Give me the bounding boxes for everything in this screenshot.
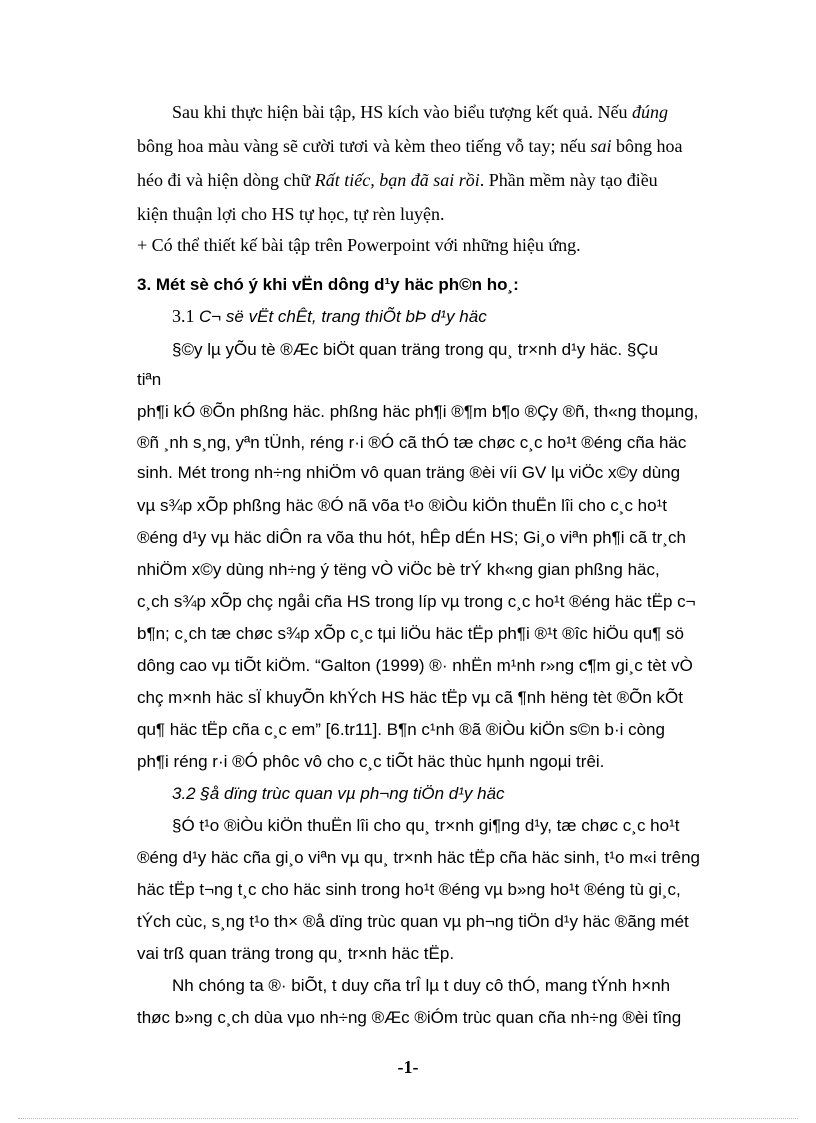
para1-line-2: [137, 134, 682, 158]
para31-line-7: ®éng d¹y vµ häc diÔn ra võa thu hót, hÊp dÉn HS; Gi¸o viªn ph¶i cã tr¸ch: [137, 528, 686, 547]
subsection-number: 3.1: [172, 306, 199, 326]
para31-line-2: tiªn: [137, 370, 162, 389]
para31-line-10: b¶n; c¸ch tæ chøc s¾p xÕp c¸c tµi liÖu häc tËp ph¶i ®¹t ®îc hiÖu qu¶ sö: [137, 624, 684, 643]
section-3-heading: 3. Mét sè chó ý khi vËn dông d¹y häc ph©n ho¸:: [137, 275, 519, 294]
para31-line-14: ph¶i réng r·i ®Ó phôc vô cho c¸c tiÕt häc thùc hµnh ngoµi trêi.: [137, 752, 605, 771]
para32-line-5: vai trß quan träng trong qu¸ tr×nh häc tËp.: [137, 944, 455, 963]
emphasis-dung: đúng: [631, 102, 668, 122]
para32-line-4: tÝch cùc, s¸ng t¹o th× ®å dïng trùc quan vµ ph¬ng tiÖn d¹y häc ®ãng mét: [137, 912, 689, 931]
para31-line-3: ph¶i kÓ ®Õn phßng häc. phßng häc ph¶i ®¶m b¶o ®Çy ®ñ, th«ng thoµng,: [137, 402, 699, 421]
subsection-3-2-heading: 3.2 §å dïng trùc quan vµ ph¬ng tiÖn d¹y häc: [172, 784, 505, 803]
page-number: -1-: [397, 1057, 419, 1077]
para1-line-1: [172, 100, 668, 124]
para31-line-11: dông cao vµ tiÕt kiÖm. “Galton (1999) ®· nhËn m¹nh r»ng c¶m gi¸c tèt vÒ: [137, 656, 693, 675]
text: héo đi và hiện dòng chữ: [137, 170, 315, 190]
para33-line-2: thøc b»ng c¸ch dùa vµo nh÷ng ®Æc ®iÓm trùc quan cña nh÷ng ®èi tîng: [137, 1008, 682, 1027]
para33-line-1: Nh chóng ta ®· biÕt, t duy cña trÎ lµ t duy cô thÓ, mang tÝnh h×nh: [172, 976, 671, 995]
para32-line-1: §Ó t¹o ®iÒu kiÖn thuËn lîi cho qu¸ tr×nh gi¶ng d¹y, tæ chøc c¸c ho¹t: [172, 816, 680, 835]
subsection-3-1-heading: [172, 304, 487, 329]
para1-line-4: kiện thuận lợi cho HS tự học, tự rèn luyện.: [137, 204, 445, 224]
para31-line-1: §©y lµ yÕu tè ®Æc biÖt quan träng trong qu¸ tr×nh d¹y häc. §Çu: [172, 340, 659, 359]
subsection-title: C¬ së vËt chÊt, trang thiÕt bÞ d¹y häc: [199, 307, 487, 326]
para31-line-13: qu¶ häc tËp cña c¸c em” [6.tr11]. B¶n c¹nh ®ã ®iÒu kiÖn s©n b·i còng: [137, 720, 665, 739]
page-bottom-divider: [18, 1118, 798, 1119]
para31-line-12: chç m×nh häc sÏ khuyÕn khÝch HS häc tËp vµ cã ¶nh hëng tèt ®Õn kÕt: [137, 688, 683, 707]
emphasis-rat-tiec: Rất tiếc, bạn đã sai rồi: [314, 170, 480, 190]
emphasis-sai: sai: [590, 136, 612, 156]
para1-line-3: [137, 168, 658, 192]
text: Sau khi thực hiện bài tập, HS kích vào biểu tượng kết quả. Nếu: [172, 102, 632, 122]
para32-line-3: häc tËp t¬ng t¸c cho häc sinh trong ho¹t ®éng vµ b»ng ho¹t ®éng tù gi¸c,: [137, 880, 681, 899]
para32-line-2: ®éng d¹y häc cña gi¸o viªn vµ qu¸ tr×nh häc tËp cña häc sinh, t¹o m«i trêng: [137, 848, 700, 867]
para1-line-5: + Có thể thiết kế bài tập trên Powerpoint với những hiệu ứng.: [137, 235, 581, 255]
para31-line-4: ®ñ ¸nh s¸ng, yªn tÜnh, réng r·i ®Ó cã thÓ tæ chøc c¸c ho¹t ®éng cña häc: [137, 433, 687, 452]
text: . Phần mềm này tạo điều: [479, 170, 658, 190]
text: bông hoa: [611, 136, 683, 156]
para31-line-8: nhiÖm x©y dùng nh÷ng ý tëng vÒ viÖc bè trÝ kh«ng gian phßng häc,: [137, 560, 660, 579]
para31-line-5: sinh. Mét trong nh÷ng nhiÖm vô quan träng ®èi víi GV lµ viÖc x©y dùng: [137, 463, 681, 482]
para31-line-9: c¸ch s¾p xÕp chç ngåi cña HS trong líp vµ trong c¸c ho¹t ®éng häc tËp c¬: [137, 592, 696, 611]
para31-line-6: vµ s¾p xÕp phßng häc ®Ó nã võa t¹o ®iÒu kiÖn thuËn lîi cho c¸c ho¹t: [137, 496, 667, 515]
text: bông hoa màu vàng sẽ cười tươi và kèm theo tiếng vỗ tay; nếu: [137, 136, 591, 156]
